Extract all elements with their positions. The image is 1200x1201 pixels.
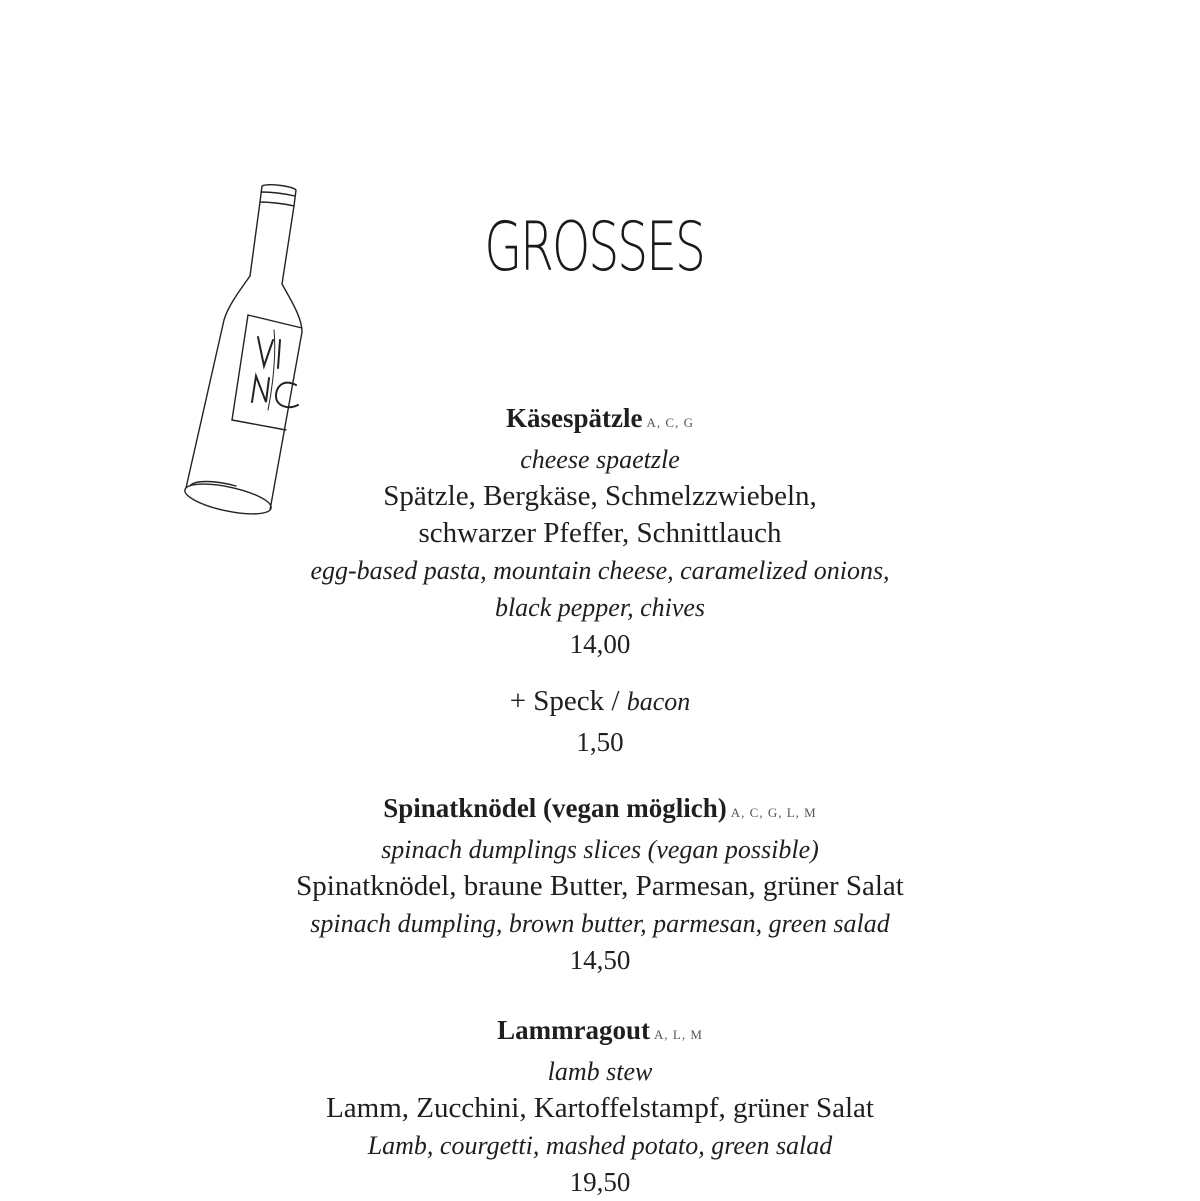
menu-item-extra-bacon (240, 683, 960, 761)
item-ingredients-de: Spinatknödel, braune Butter, Parmesan, grüner Salat (296, 870, 904, 902)
item-name: Lammragout (497, 1015, 651, 1045)
item-ingredients-de: Lamm, Zucchini, Kartoffelstampf, grüner Salat (326, 1092, 874, 1124)
item-name-en: spinach dumplings slices (vegan possible) (381, 835, 819, 864)
item-name: Käsespätzle (506, 403, 643, 433)
item-price: 1,50 (576, 727, 624, 757)
extra-name-en: bacon (626, 687, 691, 716)
item-allergens: A, C, G (646, 415, 694, 430)
menu-item-kaesespaetzle (240, 400, 960, 663)
menu-item-spinatknoedel (200, 790, 1000, 979)
item-name-en: lamb stew (547, 1057, 653, 1086)
item-allergens: A, C, G, L, M (730, 805, 817, 820)
item-allergens: A, L, M (654, 1027, 703, 1042)
item-name-en: cheese spaetzle (520, 445, 680, 474)
item-ingredients-en: black pepper, chives (494, 593, 706, 622)
item-price: 14,00 (569, 629, 631, 659)
item-ingredients-en: egg-based pasta, mountain cheese, caramelized onions, (310, 556, 890, 585)
item-price: 14,50 (569, 945, 631, 975)
item-name: Spinatknödel (vegan möglich) (383, 793, 727, 823)
item-ingredients-de: schwarzer Pfeffer, Schnittlauch (418, 517, 782, 549)
menu-item-lammragout (200, 1012, 1000, 1201)
extra-name-de: + Speck / (509, 685, 627, 717)
item-price: 19,50 (569, 1167, 631, 1197)
item-ingredients-de: Spätzle, Bergkäse, Schmelzzwiebeln, (383, 480, 817, 512)
section-title: GROSSES (484, 208, 704, 287)
item-ingredients-en: Lamb, courgetti, mashed potato, green salad (367, 1131, 833, 1160)
item-ingredients-en: spinach dumpling, brown butter, parmesan, green salad (310, 909, 890, 938)
